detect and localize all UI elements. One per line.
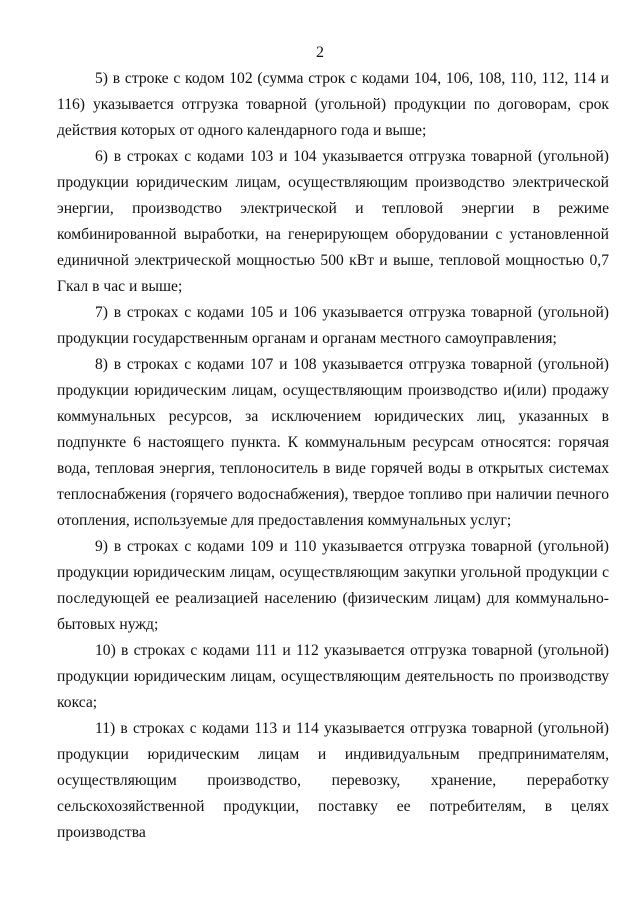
paragraph-item-6: 6) в строках с кодами 103 и 104 указывается отгрузка товарной (угольной) продукции юридическим лицам, осуществляющим производство электрической энергии, производство электрической и тепловой энергии в режиме комбинированной выработки, на генерирующем оборудовании с установленной единичной электрической мощностью 500 кВт и выше, тепловой мощностью 0,7 Гкал в час и выше; <box>57 148 609 295</box>
paragraph-item-7: 7) в строках с кодами 105 и 106 указывается отгрузка товарной (угольной) продукции государственным органам и органам местного самоуправления; <box>57 304 609 347</box>
document-body <box>57 66 609 846</box>
page-number: 2 <box>316 44 324 61</box>
paragraph-item-5: 5) в строке с кодом 102 (сумма строк с кодами 104, 106, 108, 110, 112, 114 и 116) указывается отгрузка товарной (угольной) продукции по договорам, срок действия которых от одного календарного года и выше; <box>57 70 609 139</box>
paragraph-item-11: 11) в строках с кодами 113 и 114 указывается отгрузка товарной (угольной) продукции юридическим лицам и индивидуальным предпринимателям, осуществляющим производство, перевозку, хранение, переработку сельскохозяйственной продукции, поставку ее потребителям, в целях производства <box>57 720 609 841</box>
paragraph-item-8: 8) в строках с кодами 107 и 108 указывается отгрузка товарной (угольной) продукции юридическим лицам, осуществляющим производство и(или) продажу коммунальных ресурсов, за исключением юридических лиц, указанных в подпункте 6 настоящего пункта. К коммунальным ресурсам относятся: горячая вода, тепловая энергия, теплоноситель в виде горячей воды в открытых системах теплоснабжения (горячего водоснабжения), твердое топливо при наличии печного отопления, используемые для предоставления коммунальных услуг; <box>57 356 609 529</box>
paragraph-item-10: 10) в строках с кодами 111 и 112 указывается отгрузка товарной (угольной) продукции юридическим лицам, осуществляющим деятельность по производству кокса; <box>57 642 609 711</box>
paragraph-item-9: 9) в строках с кодами 109 и 110 указывается отгрузка товарной (угольной) продукции юридическим лицам, осуществляющим закупки угольной продукции с последующей ее реализацией населению (физическим лицам) для коммунально-бытовых нужд; <box>57 538 609 633</box>
